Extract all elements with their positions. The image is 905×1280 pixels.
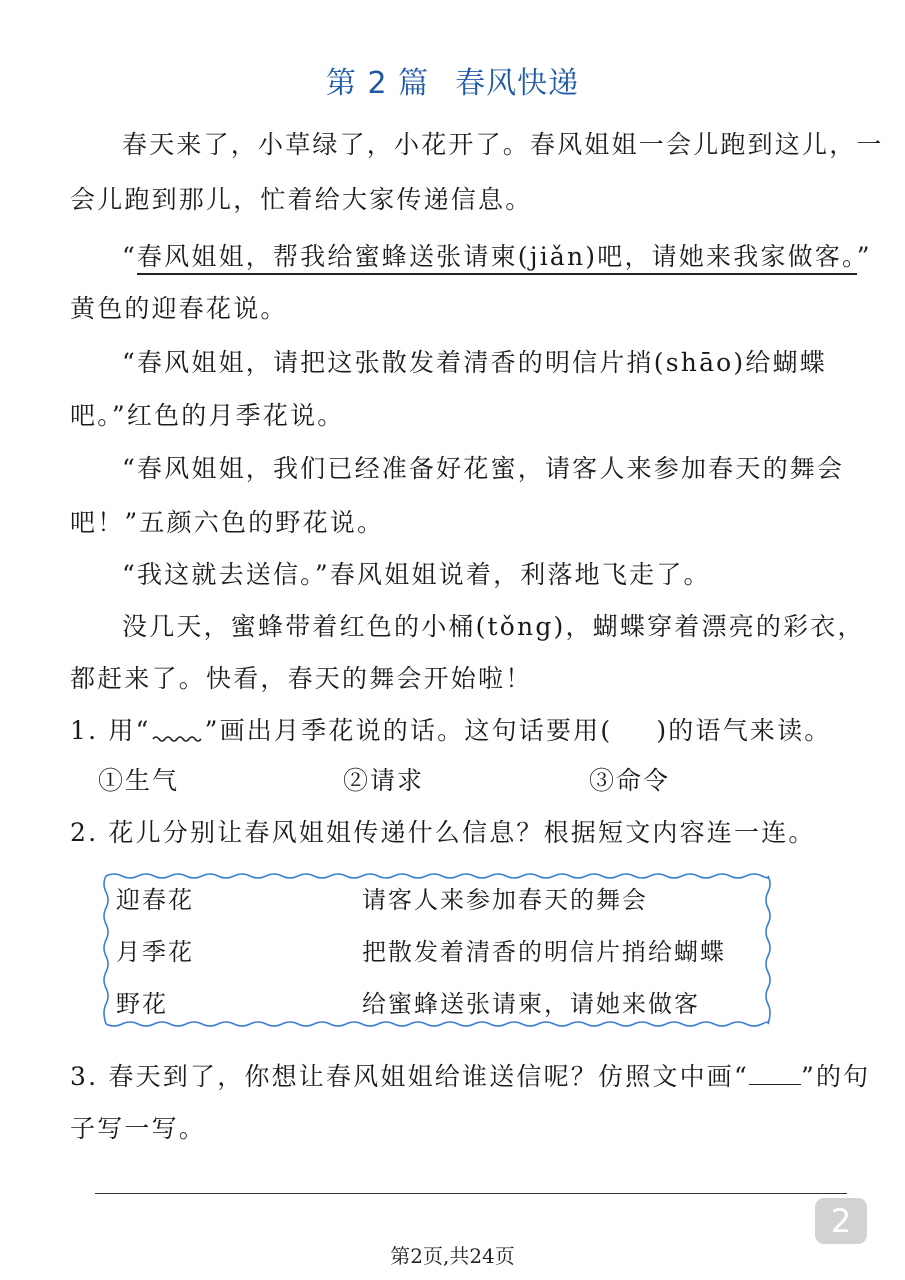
- matching-box: [100, 870, 775, 1030]
- q1-option-1[interactable]: ①生气: [98, 766, 180, 795]
- underlined-sentence: 春风姐姐，帮我给蜜蜂送张请柬(jiǎn)吧，请她来我家做客。: [137, 242, 857, 275]
- passage-line: “春风姐姐，请把这张散发着清香的明信片捎(shāo)给蝴蝶: [122, 348, 827, 377]
- page-title: [0, 58, 905, 102]
- match-right-2[interactable]: 把散发着清香的明信片捎给蝴蝶: [362, 938, 726, 966]
- passage-line: 都赶来了。快看，春天的舞会开始啦！: [70, 664, 533, 693]
- question-2: 2. 花儿分别让春风姐姐传递什么信息？根据短文内容连一连。: [70, 818, 816, 847]
- match-left-2[interactable]: 月季花: [116, 938, 194, 966]
- passage-line: “春风姐姐，我们已经准备好花蜜，请客人来参加春天的舞会: [122, 454, 845, 483]
- passage-line: 没几天，蜜蜂带着红色的小桶(tǒng)，蝴蝶穿着漂亮的彩衣，: [122, 612, 865, 641]
- title-name: 春风快递: [455, 66, 580, 101]
- straight-line-sample: [749, 1064, 801, 1085]
- quote-close: ”: [856, 242, 872, 271]
- quote-open: “: [122, 242, 137, 271]
- passage-line: 吧！”五颜六色的野花说。: [70, 508, 385, 537]
- match-right-3[interactable]: 给蜜蜂送张请柬，请她来做客: [362, 990, 700, 1018]
- title-part: 第 2 篇: [325, 66, 430, 101]
- passage-line: “我这就去送信。”春风姐姐说着，利落地飞走了。: [122, 560, 711, 589]
- passage-line: 春天来了，小草绿了，小花开了。春风姐姐一会儿跑到这儿，一: [122, 130, 884, 159]
- match-left-1[interactable]: 迎春花: [116, 886, 194, 914]
- passage-line: 吧。”红色的月季花说。: [70, 401, 345, 430]
- match-left-3[interactable]: 野花: [116, 990, 168, 1018]
- page-indicator: 第2页,共24页: [390, 1244, 515, 1268]
- question-1: 1. 用“ ”画出月季花说的话。这句话要用( )的语气来读。: [70, 716, 832, 745]
- q1-option-3[interactable]: ③命令: [589, 766, 671, 795]
- passage-line: 会儿跑到那儿，忙着给大家传递信息。: [70, 185, 533, 214]
- question-3: 3. 春天到了，你想让春风姐姐给谁送信呢？仿照文中画“ ”的句: [70, 1062, 871, 1091]
- passage-line-underlined: [122, 240, 872, 274]
- match-right-1[interactable]: 请客人来参加春天的舞会: [362, 886, 648, 914]
- divider: [95, 1193, 847, 1194]
- passage-line: 黄色的迎春花说。: [70, 294, 288, 323]
- wavy-line-icon: [151, 723, 205, 743]
- q1-option-2[interactable]: ②请求: [343, 766, 425, 795]
- question-3-line-2: 子写一写。: [70, 1114, 207, 1143]
- page-number-badge: 2: [815, 1198, 867, 1244]
